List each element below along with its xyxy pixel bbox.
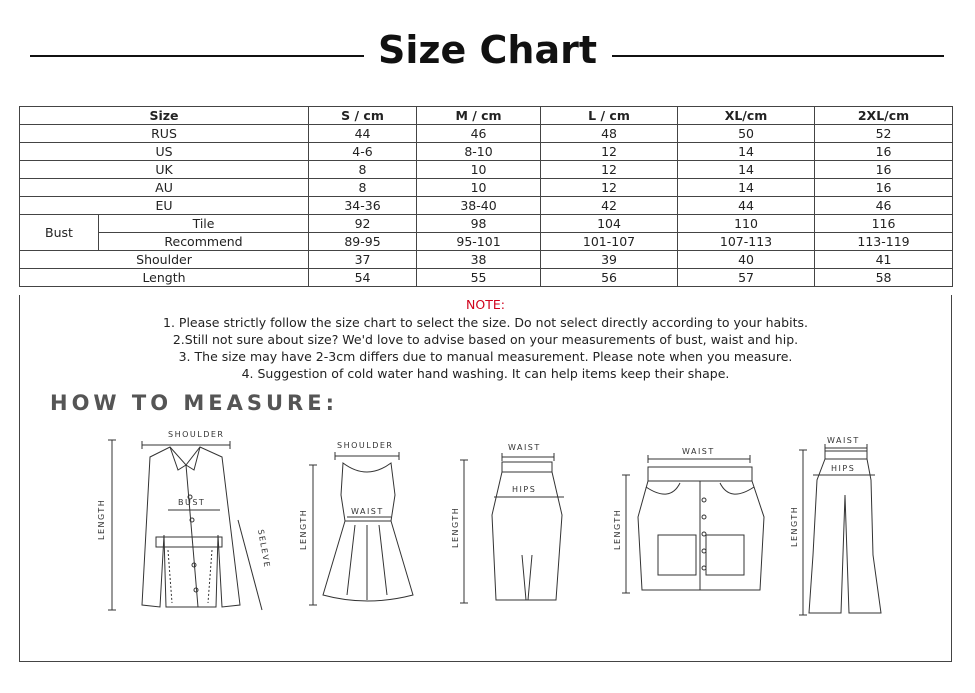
table-row [20,251,953,269]
table-cell: 10 [417,161,541,179]
shoulder-label: SHOULDER [168,430,225,439]
table-cell: 41 [815,251,953,269]
table-cell: 8 [309,179,417,197]
table-cell: 16 [815,161,953,179]
waist-label: WAIST [351,507,384,516]
table-cell: 14 [678,143,815,161]
flared-pants-illustration [785,435,905,620]
row-label: Tile [99,215,309,233]
table-cell: 34-36 [309,197,417,215]
table-cell: 38 [417,251,541,269]
table-cell: 4-6 [309,143,417,161]
table-cell: 116 [815,215,953,233]
row-label: US [20,143,309,161]
table-cell: 55 [417,269,541,287]
table-cell: 12 [541,179,678,197]
table-cell: 46 [815,197,953,215]
table-cell: 39 [541,251,678,269]
table-row [20,197,953,215]
dress-illustration [295,435,420,610]
table-cell: 101-107 [541,233,678,251]
table-cell: 14 [678,161,815,179]
bust-label: BUST [178,498,206,507]
table-cell: 92 [309,215,417,233]
sleeve-label: SELEVE [256,528,272,569]
row-label: Shoulder [20,251,309,269]
length-label: LENGTH [299,508,308,550]
header-cell: Size [20,107,309,125]
table-cell: 89-95 [309,233,417,251]
table-cell: 95-101 [417,233,541,251]
row-label: Length [20,269,309,287]
table-row [20,215,953,233]
table-cell: 16 [815,179,953,197]
note-title: NOTE: [466,297,505,312]
header-cell: XL/cm [678,107,815,125]
table-row [20,179,953,197]
table-cell: 54 [309,269,417,287]
table-cell: 57 [678,269,815,287]
header-cell: M / cm [417,107,541,125]
length-label: LENGTH [97,498,106,540]
table-cell: 10 [417,179,541,197]
bust-label: Bust [20,215,99,251]
note-line: 3. The size may have 2-3cm differs due to manual measurement. Please note when you measure. [178,349,793,364]
table-cell: 104 [541,215,678,233]
length-label: LENGTH [790,505,799,547]
header-cell: S / cm [309,107,417,125]
length-label: LENGTH [451,506,460,548]
table-cell: 44 [678,197,815,215]
waist-label: WAIST [682,447,715,456]
table-cell: 107-113 [678,233,815,251]
table-cell: 44 [309,125,417,143]
table-cell: 40 [678,251,815,269]
table-cell: 98 [417,215,541,233]
table-cell: 56 [541,269,678,287]
hips-label: HIPS [512,485,537,494]
table-row [20,143,953,161]
table-row [20,269,953,287]
table-row [20,233,953,251]
table-cell: 46 [417,125,541,143]
table-cell: 48 [541,125,678,143]
table-row [20,161,953,179]
table-cell: 12 [541,143,678,161]
pencil-skirt-illustration [450,440,575,610]
note-line: 4. Suggestion of cold water hand washing. It can help items keep their shape. [241,366,730,381]
table-header-row [20,107,953,125]
row-label: RUS [20,125,309,143]
size-table [19,106,953,287]
table-cell: 16 [815,143,953,161]
shirt-illustration [90,425,270,615]
table-cell: 38-40 [417,197,541,215]
table-cell: 37 [309,251,417,269]
waist-label: WAIST [508,443,541,452]
header-cell: L / cm [541,107,678,125]
row-label: AU [20,179,309,197]
denim-skirt-illustration [600,445,790,615]
table-cell: 8-10 [417,143,541,161]
table-cell: 14 [678,179,815,197]
page-title: Size Chart [0,28,975,72]
waist-label: WAIST [827,436,860,445]
table-cell: 42 [541,197,678,215]
table-cell: 58 [815,269,953,287]
note-line: 1. Please strictly follow the size chart to select the size. Do not select directly according to your habits. [163,315,808,330]
how-to-measure-heading: HOW TO MEASURE: [50,391,338,415]
header-cell: 2XL/cm [815,107,953,125]
row-label: Recommend [99,233,309,251]
note-line: 2.Still not sure about size? We'd love to advise based on your measurements of bust, waist and hip. [172,332,799,347]
table-row [20,125,953,143]
row-label: EU [20,197,309,215]
table-cell: 12 [541,161,678,179]
table-cell: 50 [678,125,815,143]
shoulder-label: SHOULDER [337,441,394,450]
title-row [0,22,975,82]
table-cell: 110 [678,215,815,233]
notes-box [19,295,952,662]
row-label: UK [20,161,309,179]
table-cell: 113-119 [815,233,953,251]
table-cell: 52 [815,125,953,143]
table-cell: 8 [309,161,417,179]
hips-label: HIPS [831,464,856,473]
length-label: LENGTH [613,508,622,550]
